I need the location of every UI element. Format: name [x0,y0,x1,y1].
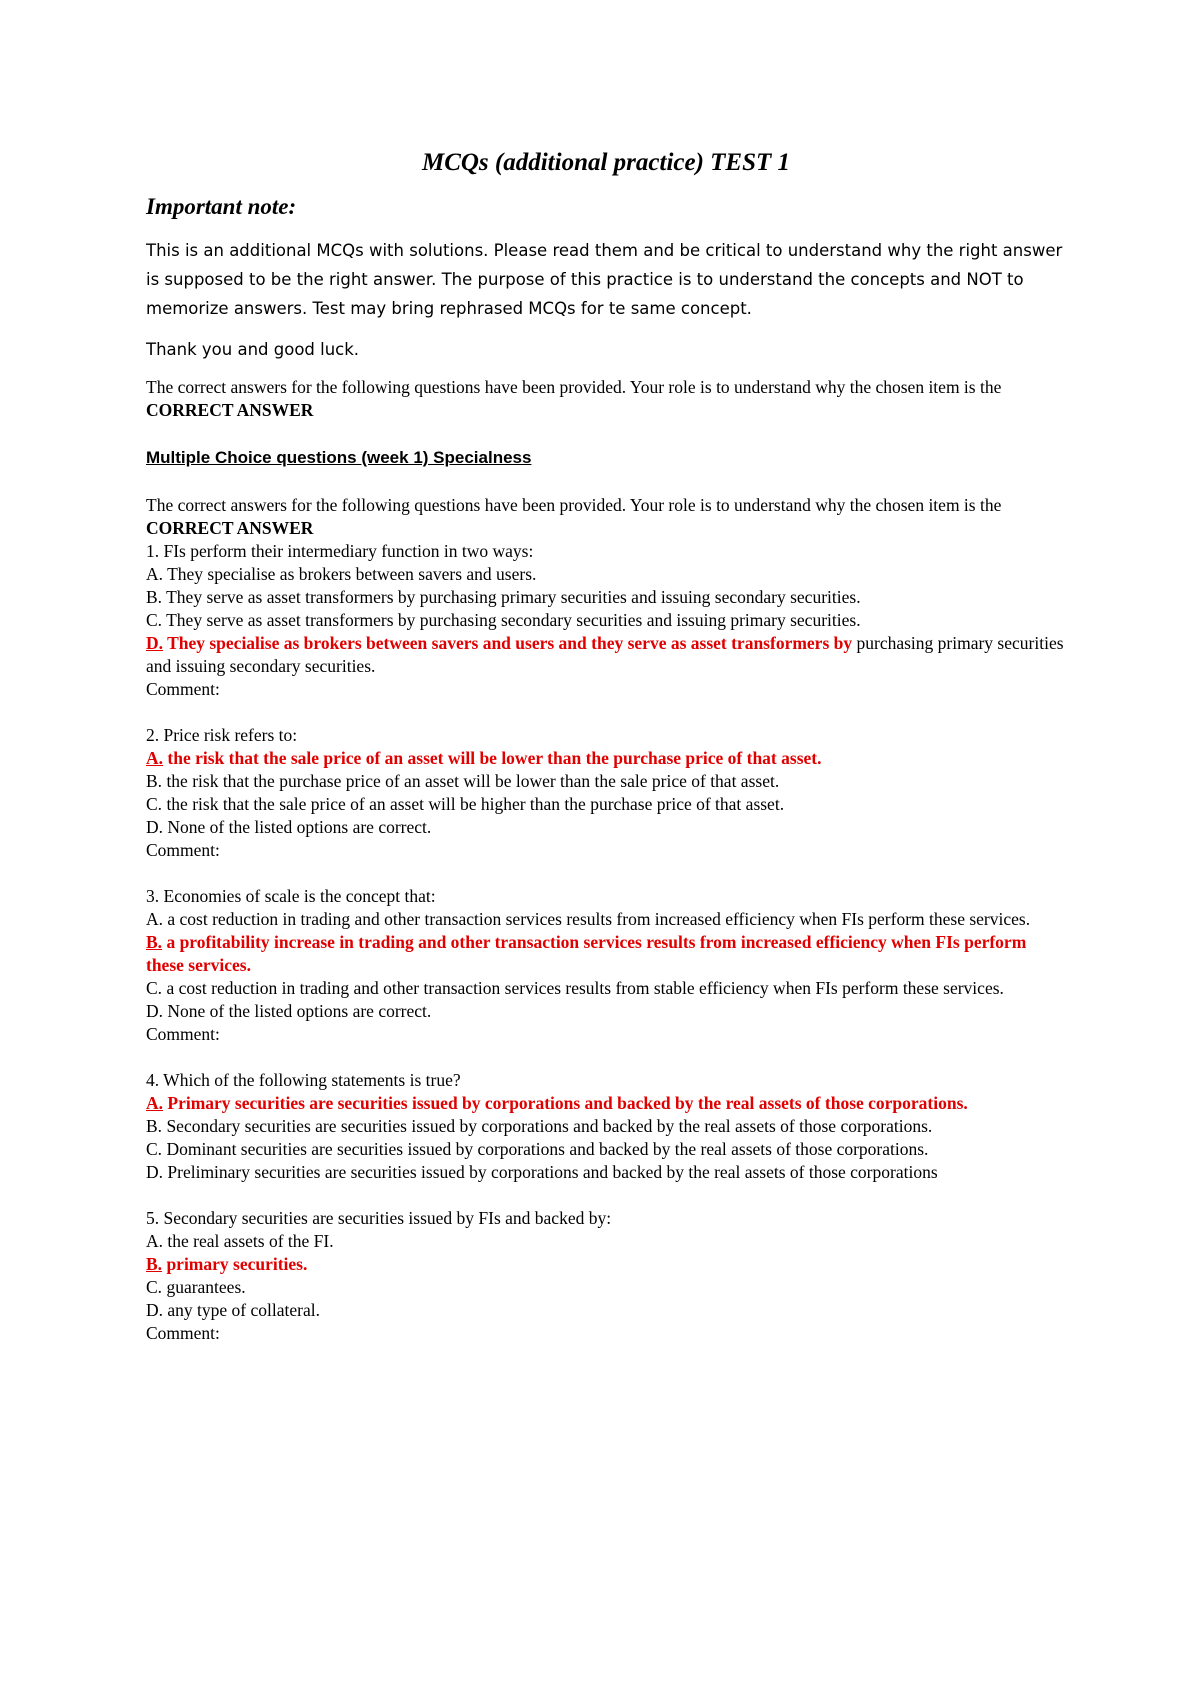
option-text-continuation: purchasing primary securities and issuing secondary securities. [146,633,1064,676]
question-stem: 1. FIs perform their intermediary function in two ways: [146,541,534,561]
option-letter: D. [146,1162,164,1182]
option-text: any type of collateral. [163,1300,320,1320]
section-heading: Multiple Choice questions (week 1) Specialness [146,448,532,467]
option-letter: D. [146,633,164,653]
option-letter: D. [146,1300,164,1320]
correct-answer-option [146,931,1066,977]
option-letter: A. [146,909,164,929]
answer-option [146,1115,1066,1138]
option-letter: A. [146,1093,164,1113]
question-stem: 3. Economies of scale is the concept that: [146,886,436,906]
intro-paragraph-2 [146,494,1066,540]
option-text: Primary securities are securities issued by corporations and backed by the real assets of those corporations. [163,1093,968,1113]
comment-label: Comment: [146,679,220,699]
option-letter: D. [146,1001,164,1021]
intro-paragraph-1 [146,376,1066,422]
option-text: None of the listed options are correct. [163,817,432,837]
option-letter: C. [146,978,163,998]
question-block [146,724,1066,862]
comment-label: Comment: [146,840,220,860]
question-block [146,885,1066,1046]
option-letter: A. [146,564,164,584]
option-letter: C. [146,610,163,630]
option-text: the real assets of the FI. [163,1231,334,1251]
question-stem: 4. Which of the following statements is true? [146,1070,461,1090]
question-stem: 5. Secondary securities are securities issued by FIs and backed by: [146,1208,612,1228]
document-content [146,146,1066,1368]
option-letter: A. [146,748,164,768]
comment-label: Comment: [146,1323,220,1343]
answer-option [146,1161,1066,1184]
answer-option [146,908,1066,931]
answer-option [146,1276,1066,1299]
correct-answer-option [146,632,1066,678]
question-block [146,540,1066,701]
option-text: the risk that the sale price of an asset will be lower than the purchase price of that asset. [163,748,822,768]
question-block [146,1069,1066,1184]
option-text: guarantees. [162,1277,246,1297]
comment-label: Comment: [146,1024,220,1044]
option-text: a cost reduction in trading and other transaction services results from increased efficiency when FIs perform these services. [163,909,1031,929]
option-letter: C. [146,1139,163,1159]
answer-option [146,586,1066,609]
option-letter: B. [146,1116,163,1136]
option-letter: A. [146,1231,164,1251]
intro-2-text: The correct answers for the following questions have been provided. Your role is to understand why the chosen item is the [146,495,1002,515]
option-text: a profitability increase in trading and other transaction services results from increased efficiency when FIs perform these services. [146,932,1027,975]
correct-answer-option [146,1253,1066,1276]
answer-option [146,1230,1066,1253]
option-letter: C. [146,1277,163,1297]
option-letter: B. [146,587,163,607]
answer-option [146,816,1066,839]
intro-1-bold: CORRECT ANSWER [146,400,314,420]
option-text: a cost reduction in trading and other transaction services results from stable efficiency when FIs perform these services. [162,978,1004,998]
option-letter: D. [146,817,164,837]
correct-answer-option [146,1092,1066,1115]
thanks-line: Thank you and good luck. [146,340,360,359]
intro-2-bold: CORRECT ANSWER [146,518,314,538]
answer-option [146,977,1066,1000]
answer-option [146,793,1066,816]
answer-option [146,609,1066,632]
option-text: They specialise as brokers between savers and users and they serve as asset transformers by [163,633,853,653]
option-text: Secondary securities are securities issued by corporations and backed by the real assets of those corporations. [162,1116,933,1136]
answer-option [146,563,1066,586]
option-letter: B. [146,932,163,952]
document-title: MCQs (additional practice) TEST 1 [421,149,791,176]
option-text: They specialise as brokers between savers and users. [163,564,537,584]
correct-answer-option [146,747,1066,770]
option-text: primary securities. [162,1254,308,1274]
option-text: None of the listed options are correct. [163,1001,432,1021]
important-note-heading: Important note: [146,194,297,219]
option-letter: C. [146,794,163,814]
answer-option [146,1000,1066,1023]
option-text: They serve as asset transformers by purchasing secondary securities and issuing primary securities. [162,610,861,630]
option-text: the risk that the sale price of an asset will be higher than the purchase price of that asset. [162,794,785,814]
answer-option [146,1138,1066,1161]
option-text: Preliminary securities are securities issued by corporations and backed by the real assets of those corporations [163,1162,938,1182]
option-text: the risk that the purchase price of an asset will be lower than the sale price of that asset. [162,771,780,791]
answer-option [146,1299,1066,1322]
option-letter: B. [146,771,163,791]
question-stem: 2. Price risk refers to: [146,725,298,745]
answer-option [146,770,1066,793]
question-block [146,1207,1066,1345]
option-letter: B. [146,1254,163,1274]
option-text: Dominant securities are securities issued by corporations and backed by the real assets of those corporations. [162,1139,929,1159]
question-list [146,540,1066,1345]
option-text: They serve as asset transformers by purchasing primary securities and issuing secondary securities. [162,587,861,607]
intro-1-text: The correct answers for the following questions have been provided. Your role is to understand why the chosen item is the [146,377,1002,397]
note-paragraph: This is an additional MCQs with solutions. Please read them and be critical to understand why the right answer is supposed to be the right answer. The purpose of this practice is to understand the concepts and NOT to memorize answers. Test may bring rephrased MCQs for te same concept. [146,241,1063,318]
